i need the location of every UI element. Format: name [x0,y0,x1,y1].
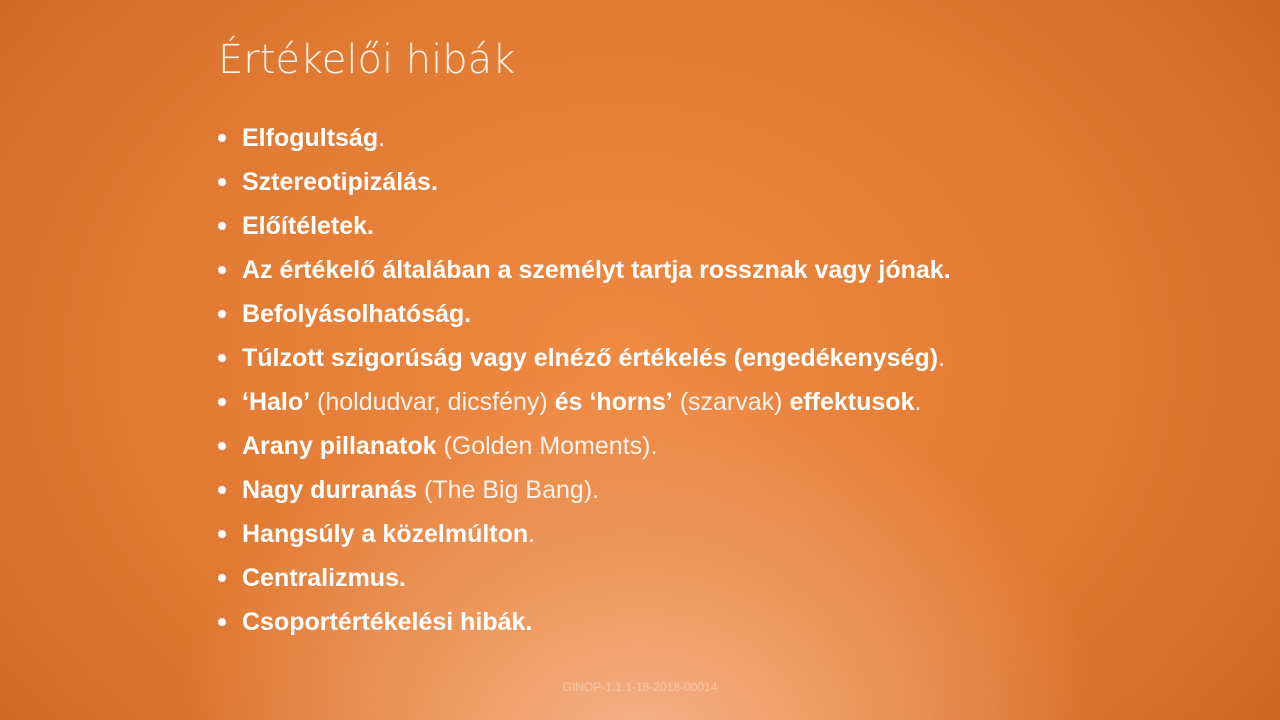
bullet-item [218,160,951,204]
bullet-item [218,116,951,160]
bullet-icon [218,574,226,582]
bullet-text-regular: (holdudvar, dicsfény) [310,388,555,416]
bullet-item [218,468,951,512]
bullet-icon [218,486,226,494]
bullet-text-bold: Hangsúly a közelmúlton [242,520,529,548]
bullet-icon [218,266,226,274]
bullet-list [218,116,951,644]
bullet-text-regular: . [938,344,945,372]
bullet-text-regular: . [378,124,386,152]
bullet-text-bold: Az értékelő általában a személyt tartja rossznak vagy jónak. [242,256,951,284]
bullet-item [218,292,951,336]
bullet-text-bold: Centralizmus. [242,564,406,592]
bullet-text-bold: Elfogultság [242,124,379,152]
bullet-text-bold: effektusok [789,388,915,416]
bullet-item [218,380,951,424]
bullet-icon [218,354,226,362]
bullet-text-bold: Túlzott szigorúság vagy elnéző értékelés (engedékenység) [242,344,939,372]
bullet-text-regular: (Golden Moments). [436,432,658,460]
bullet-text-bold: ‘Halo’ [242,388,311,416]
bullet-text-bold: Sztereotipizálás. [242,168,438,196]
bullet-icon [218,398,226,406]
bullet-icon [218,178,226,186]
bullet-item [218,336,951,380]
bullet-item [218,556,951,600]
bullet-text-bold: Befolyásolhatóság. [242,300,472,328]
bullet-icon [218,530,226,538]
bullet-text-regular: . [914,388,922,416]
bullet-icon [218,222,226,230]
bullet-text-bold: Csoportértékelési hibák. [242,608,533,636]
bullet-icon [218,442,226,450]
bullet-item [218,512,951,556]
bullet-text-regular: (The Big Bang). [417,476,600,504]
bullet-icon [218,618,226,626]
bullet-text-regular: (szarvak) [672,388,790,416]
bullet-item [218,424,951,468]
bullet-item [218,600,951,644]
bullet-icon [218,134,226,142]
bullet-text-bold: Előítéletek. [242,212,374,240]
bullet-text-regular: . [528,520,536,548]
slide-title: Értékelői hibák [218,37,516,83]
bullet-text-bold: és ‘horns’ [554,388,673,416]
bullet-text-bold: Nagy durranás [242,476,418,504]
slide-footer: GINOP-1.1.1-18-2018-00014 [562,680,718,694]
bullet-icon [218,310,226,318]
bullet-item [218,204,951,248]
bullet-item [218,248,951,292]
bullet-text-bold: Arany pillanatok [242,432,437,460]
